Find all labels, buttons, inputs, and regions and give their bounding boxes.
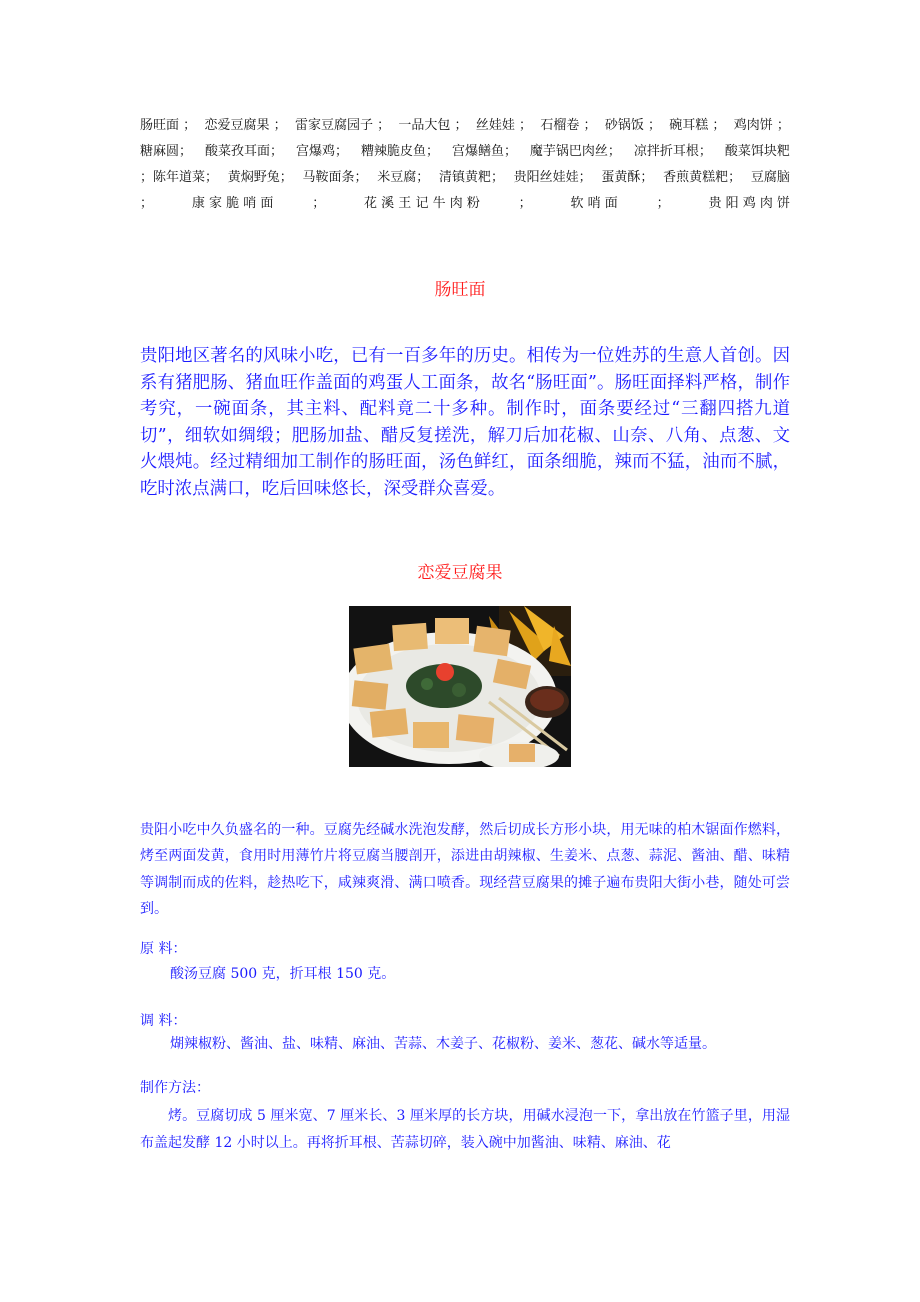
- method-label: 制作方法：: [140, 1080, 210, 1096]
- index-item: 清镇黄粑；: [438, 170, 504, 185]
- index-item: 花 溪 王 记 牛 肉 粉: [364, 196, 480, 211]
- index-line-4: [140, 191, 790, 217]
- ingredients-label: 原 料：: [140, 941, 187, 957]
- index-item: 香煎黄糕粑；: [663, 170, 742, 185]
- index-item: 米豆腐；: [377, 170, 430, 185]
- snack-index-list: [140, 113, 790, 217]
- index-item: 马鞍面条；: [302, 170, 368, 185]
- index-item: 肠旺面 ；: [140, 118, 197, 133]
- index-item: 鸡肉饼 ；: [733, 118, 790, 133]
- index-item: 酸菜孜耳面；: [204, 144, 283, 159]
- index-item: 砂锅饭 ；: [604, 118, 661, 133]
- index-item: 碗耳糕 ；: [669, 118, 726, 133]
- index-item: ；: [656, 196, 670, 211]
- index-item: 贵 阳 鸡 肉 饼: [708, 196, 790, 211]
- index-item: 宫爆鳝鱼；: [451, 144, 517, 159]
- index-item: 贵阳丝娃娃；: [513, 170, 592, 185]
- index-item: 糟辣脆皮鱼；: [360, 144, 439, 159]
- index-line-3: [140, 165, 790, 191]
- ingredients-text: 酸汤豆腐 500 克，折耳根 150 克。: [170, 966, 396, 982]
- seasoning-label: 调 料：: [140, 1013, 187, 1029]
- index-item: ；: [312, 196, 326, 211]
- index-line-1: [140, 113, 790, 139]
- tofu-dish-photo: [349, 606, 571, 767]
- section-title-tofu-fruit: 恋爱豆腐果: [417, 563, 503, 583]
- index-item: 丝娃娃 ；: [475, 118, 533, 133]
- index-item: 宫爆鸡；: [295, 144, 348, 159]
- method-text: 烤。豆腐切成 5 厘米宽、7 厘米长、3 厘米厚的长方块，用碱水浸泡一下，拿出放在竹篮子里，用湿布盖起发酵 12 小时以上。再将折耳根、苦蒜切碎，装入碗中加酱油、味精、麻油、花: [140, 1108, 790, 1151]
- index-item: ；: [518, 196, 532, 211]
- section-title-changwang-noodles: 肠旺面: [434, 280, 486, 300]
- index-item: 石榴卷 ；: [540, 118, 597, 133]
- index-item: ；陈年道菜；: [140, 170, 219, 185]
- tofu-dish-illustration: [349, 606, 571, 767]
- index-item: 雷家豆腐园子 ；: [294, 118, 391, 133]
- index-item: 黄焖野兔；: [227, 170, 293, 185]
- index-item: ；: [140, 196, 154, 211]
- section-body-changwang-noodles: 贵阳地区著名的风味小吃，已有一百多年的历史。相传为一位姓苏的生意人首创。因系有猪肥肠、猪血旺作盖面的鸡蛋人工面条，故名“肠旺面”。肠旺面择料严格，制作考究，一碗面条，其主料、配料竟二十多种。制作时，面条要经过“三翻四搭九道切”，细软如绸缎；肥肠加盐、醋反复搓洗，解刀后加花椒、山奈、八角、点葱、文火煨炖。经过精细加工制作的肠旺面，汤色鲜红，面条细脆，辣而不猛，油而不腻，吃时浓点满口，吃后回味悠长，深受群众喜爱。: [140, 346, 790, 499]
- seasoning-text: 煳辣椒粉、酱油、盐、味精、麻油、苦蒜、木姜子、花椒粉、姜米、葱花、碱水等适量。: [170, 1036, 716, 1052]
- index-item: 恋爱豆腐果 ；: [204, 118, 287, 133]
- index-item: 一品大包 ；: [398, 118, 468, 133]
- index-item: 魔芋锅巴肉丝；: [529, 144, 621, 159]
- index-item: 糖麻圆；: [140, 144, 193, 159]
- index-item: 酸菜饵块粑: [724, 144, 790, 159]
- index-item: 蛋黄酥；: [601, 170, 654, 185]
- index-line-2: [140, 139, 790, 165]
- index-item: 豆腐脑: [750, 170, 790, 185]
- tofu-fruit-intro: 贵阳小吃中久负盛名的一种。豆腐先经碱水洗泡发酵，然后切成长方形小块，用无味的柏木锯面作燃料，烤至两面发黄，食用时用薄竹片将豆腐当腰剖开，添进由胡辣椒、生姜米、点葱、蒜泥、酱油、醋、味精等调制而成的佐料，趁热吃下，咸辣爽滑、满口喷香。现经营豆腐果的摊子遍布贵阳大街小巷，随处可尝到。: [140, 822, 790, 917]
- index-item: 康 家 脆 哨 面: [191, 196, 274, 211]
- index-item: 软 哨 面: [570, 196, 618, 211]
- index-item: 凉拌折耳根；: [633, 144, 712, 159]
